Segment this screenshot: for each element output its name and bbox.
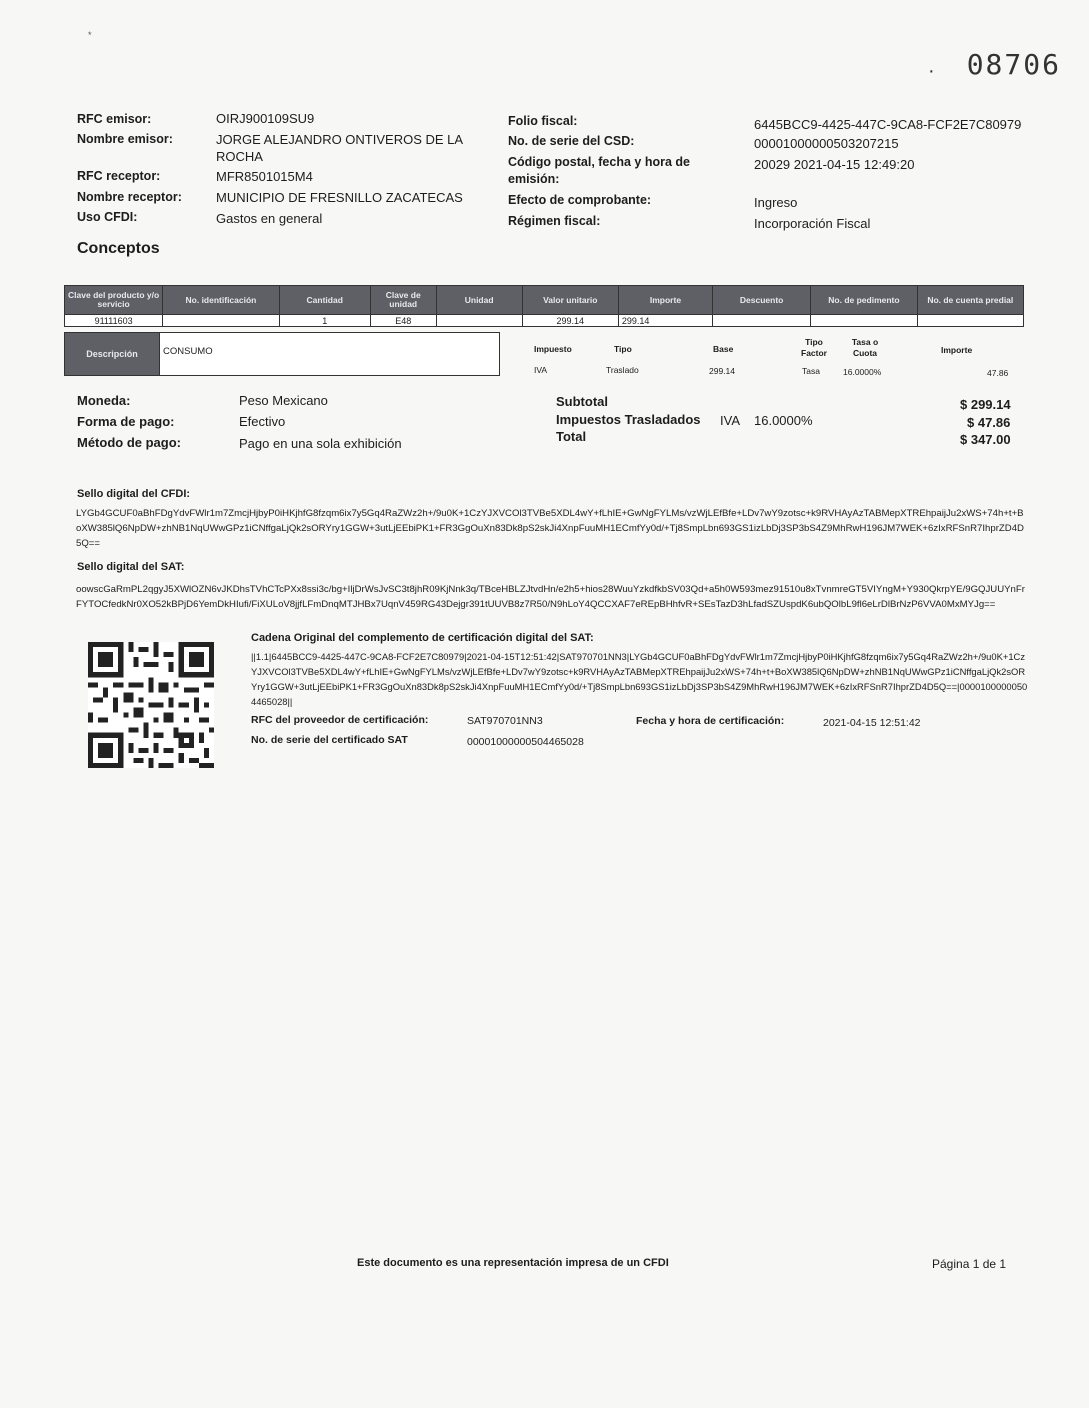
rfc-receptor: MFR8501015M4 — [216, 169, 313, 184]
tax-h-impuesto: Impuesto — [534, 344, 572, 354]
th-pedimento: No. de pedimento — [811, 286, 917, 315]
cell-clave-producto: 91111603 — [65, 315, 163, 327]
conceptos-table — [64, 285, 1024, 327]
cp-label-2: emisión: — [508, 172, 560, 186]
cp-label-1: Código postal, fecha y hora de — [508, 155, 690, 169]
forma-pago: Efectivo — [239, 414, 286, 429]
efecto-label: Efecto de comprobante: — [508, 193, 652, 207]
th-no-identificacion: No. identificación — [163, 286, 279, 315]
rfc-emisor-label: RFC emisor: — [77, 112, 152, 126]
qr-code-image — [88, 640, 214, 770]
total-label: Total — [556, 429, 587, 444]
fecha-certificacion: 2021-04-15 12:51:42 — [823, 717, 921, 729]
fecha-certificacion-label: Fecha y hora de certificación: — [636, 715, 785, 727]
tax-base: 299.14 — [709, 366, 735, 376]
page-number: Página 1 de 1 — [932, 1257, 1007, 1271]
rfc-emisor: OIRJ900109SU9 — [216, 111, 315, 126]
th-cantidad: Cantidad — [279, 286, 370, 315]
impuestos-tasa: 16.0000% — [754, 413, 813, 428]
metodo-pago: Pago en una sola exhibición — [239, 436, 402, 451]
sello-sat-label: Sello digital del SAT: — [77, 561, 185, 573]
table-row — [65, 315, 1024, 327]
moneda: Peso Mexicano — [239, 393, 328, 408]
sello-sat-value: oowscGaRmPL2qgyJ5XWlOZN6vJKDhsTVhCTcPXx8ssi3c/bg+IljDrWsJvSC3t8jhR09KjNnk3q/TBceHBLZJtvdHn/e2h5+hios28WuuYzkdfkbSV03Qd+a5h0W593mez91510u8xTvnmreGT5VIYngM+Y930QkrpYE/9GQJUUYnFrFYTOCfedkNr0XO52kBPjD6YemDkHIufi/FiXULoV8jjfLFmDnqMTJHBx7UqnV459RG43Dejgr391tUUVB8z7R50/N9hLoY4QCCXAF7eREpBHhfvR+SEsTazD3hLfadSZUspdK6ubQOlbL9fl6eLrDlBrNzP6VVA0MxMYJg== — [76, 584, 1025, 610]
serie-certificado-label: No. de serie del certificado SAT — [251, 734, 408, 746]
tax-tasa: 16.0000% — [843, 367, 882, 377]
descripcion-value: CONSUMO — [163, 346, 213, 357]
th-unidad: Unidad — [436, 286, 522, 315]
efecto: Ingreso — [754, 195, 798, 210]
cell-importe: 299.14 — [618, 315, 712, 327]
serie-csd: 00001000000503207215 — [754, 136, 899, 151]
tax-h-tipo-factor: Tipo Factor — [801, 337, 827, 358]
th-cuenta-predial: No. de cuenta predial — [917, 286, 1023, 315]
subtotal-label: Subtotal — [556, 394, 608, 409]
impuestos-label: Impuestos Trasladados — [556, 412, 701, 427]
regimen: Incorporación Fiscal — [754, 216, 871, 231]
cell-clave-unidad: E48 — [370, 315, 436, 327]
th-valor-unitario: Valor unitario — [522, 286, 618, 315]
nombre-receptor: MUNICIPIO DE FRESNILLO ZACATECAS — [216, 190, 463, 205]
th-descuento: Descuento — [713, 286, 811, 315]
uso-cfdi-label: Uso CFDI: — [77, 210, 138, 224]
folio-fiscal-label: Folio fiscal: — [508, 114, 578, 128]
tax-h-base: Base — [713, 344, 734, 354]
descripcion-label: Descripción — [65, 333, 160, 375]
moneda-label: Moneda: — [77, 393, 131, 408]
rfc-receptor-label: RFC receptor: — [77, 169, 161, 183]
folio-stamp: 08706 — [966, 48, 1061, 81]
subtotal: $ 299.14 — [960, 397, 1011, 412]
scan-mark: * — [88, 30, 92, 40]
impuestos-tipo: IVA — [720, 413, 740, 428]
tax-importe: 47.86 — [987, 368, 1009, 378]
tax-factor: Tasa — [802, 366, 820, 376]
descripcion-block — [64, 332, 500, 376]
th-importe: Importe — [618, 286, 712, 315]
nombre-emisor-label: Nombre emisor: — [77, 132, 173, 146]
th-clave-unidad: Clave de unidad — [370, 286, 436, 315]
tax-h-tasa-cuota: Tasa o Cuota — [851, 337, 879, 358]
nombre-emisor-line2: ROCHA — [216, 149, 263, 164]
cell-cantidad: 1 — [279, 315, 370, 327]
rfc-proveedor-label: RFC del proveedor de certificación: — [251, 714, 429, 726]
nombre-receptor-label: Nombre receptor: — [77, 190, 182, 204]
tax-impuesto: IVA — [534, 365, 548, 375]
cell-descuento — [713, 315, 811, 327]
total: $ 347.00 — [960, 432, 1011, 447]
impuestos-total: $ 47.86 — [967, 415, 1011, 430]
cp-fecha: 20029 2021-04-15 12:49:20 — [754, 157, 915, 172]
folio-fiscal: 6445BCC9-4425-447C-9CA8-FCF2E7C80979 — [754, 117, 1022, 132]
scan-dot: · — [928, 60, 935, 82]
serie-csd-label: No. de serie del CSD: — [508, 134, 635, 148]
regimen-label: Régimen fiscal: — [508, 214, 601, 228]
cadena-value: ||1.1|6445BCC9-4425-447C-9CA8-FCF2E7C80979|2021-04-15T12:51:42|SAT970701NN3|LYGb4GCUF0aBhFDgYdvFWlr1m7ZmcjHjbyP0iHKjhfG8fzqm6ix7y5Gq4RaZWz2h+/9u0K+1CzYJXVCOl3TVBe5XDL4wY+fLhIE+GwNgFYLMs/vzWjLEfBfe+LDv7wY9zotsc+k9RVHAyAzTABMepXTREhpaijJu2xWS+74h+t+BoXW385lQ6NpDW+zhNB1NqUWwGPz1iCNffgaLjQk2sORYry1GGW+3utLjEEbiPK1+FR3GgOuXn83Dk8pS2skJi4XnpFuuMH1ECmfYy0d/+Tj8SmpLbn693GS1izLbDj3SP3bS4Z9MhRwH196JM7WEK+6zIxRFSnR7IhprZD4D5Q==|00001000000504465028|| — [251, 651, 1028, 707]
cell-no-identificacion — [163, 315, 279, 327]
metodo-pago-label: Método de pago: — [77, 435, 181, 450]
cell-pedimento — [811, 315, 917, 327]
tax-h-importe: Importe — [941, 345, 973, 355]
conceptos-title: Conceptos — [77, 240, 160, 257]
forma-pago-label: Forma de pago: — [77, 414, 175, 429]
cadena-label: Cadena Original del complemento de certificación digital del SAT: — [251, 632, 594, 644]
tax-h-tipo: Tipo — [614, 344, 632, 354]
uso-cfdi: Gastos en general — [216, 211, 323, 226]
nombre-emisor-line1: JORGE ALEJANDRO ONTIVEROS DE LA — [216, 132, 464, 147]
sello-cfdi-label: Sello digital del CFDI: — [77, 488, 191, 500]
cell-unidad — [436, 315, 522, 327]
th-clave-producto: Clave del producto y/o servicio — [65, 286, 163, 315]
footer-text: Este documento es una representación impresa de un CFDI — [357, 1257, 669, 1269]
sello-cfdi-value: LYGb4GCUF0aBhFDgYdvFWlr1m7ZmcjHjbyP0iHKjhfG8fzqm6ix7y5Gq4RaZWz2h+/9u0K+1CzYJXVCOl3TVBe5XDL4wY+fLhIE+GwNgFYLMs/vzWjLEfBfe+LDv7wY9zotsc+k9RVHAyAzTABMepXTREhpaijJu2xWS+74h+t+BoXW385lQ6NpDW+zhNB1NqUWwGPz1iCNffgaLjQk2sORYry1GGW+3utLjEEbiPK1+FR3GgOuXn83Dk8pS2skJi4XnpFuuMH1ECmfYy0d/+Tj8SmpLbn693GS1izLbDj3SP3bS4Z9MhRwH196JM7WEK+6zIxRFSnR7IhprZD4D5Q== — [76, 508, 1024, 549]
table-header-row — [65, 286, 1024, 315]
serie-certificado: 00001000000504465028 — [467, 736, 584, 748]
cell-valor-unitario: 299.14 — [522, 315, 618, 327]
tax-tipo: Traslado — [606, 365, 639, 375]
rfc-proveedor: SAT970701NN3 — [467, 715, 543, 727]
cell-cuenta-predial — [917, 315, 1023, 327]
